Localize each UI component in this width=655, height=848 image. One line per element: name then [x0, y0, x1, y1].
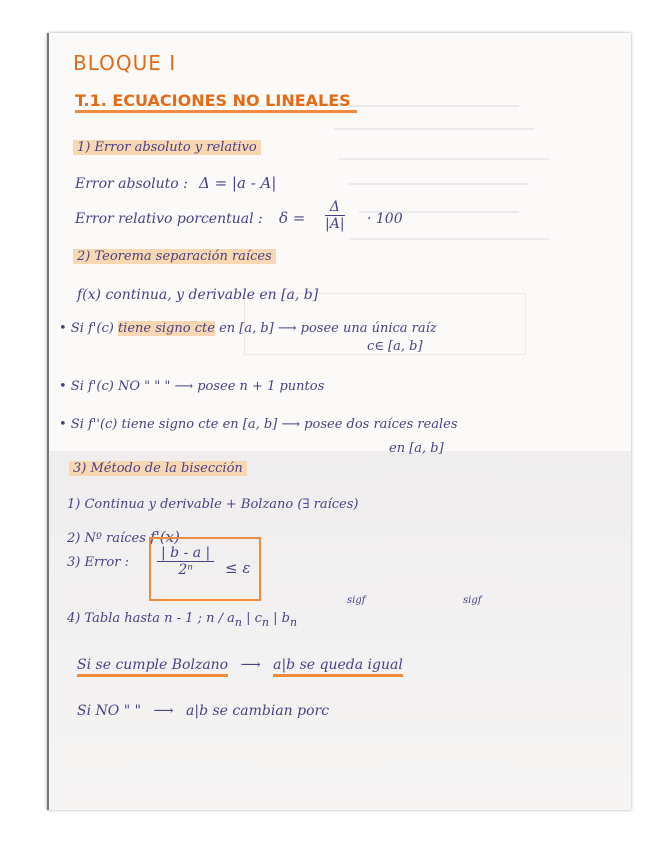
arrow: ⟶ — [240, 657, 261, 673]
step-text: 2) Nº raíces — [67, 531, 146, 546]
bisection-step-1: 1) Continua y derivable + Bolzano (∃ raíces) — [67, 497, 359, 512]
relative-error-multiplier: · 100 — [367, 211, 403, 227]
bisection-step-3-label: 3) Error : — [67, 555, 129, 570]
bleed-through-line — [349, 183, 529, 185]
step-text: | b — [269, 611, 290, 626]
bullet-text: en [a, b] ⟶ posee una única raíz — [219, 321, 437, 336]
subscript: n — [261, 616, 269, 629]
error-bound-inequality: ≤ ε — [225, 559, 251, 577]
bullet-continuation: en [a, b] — [389, 441, 444, 456]
chapter-heading: T.1. ECUACIONES NO LINEALES — [75, 91, 357, 113]
notebook-page — [47, 33, 631, 810]
bleed-through-line — [349, 238, 549, 240]
fraction-denominator: |A| — [325, 216, 345, 232]
section-heading-error: 1) Error absoluto y relativo — [73, 140, 261, 155]
step-text: | c — [241, 611, 262, 626]
derivative-expression: f'(x) — [150, 528, 180, 546]
section-heading-bisection: 3) Método de la bisección — [69, 461, 247, 476]
sign-f-note: sigf — [463, 595, 482, 606]
rule-result: a|b se cambian porc — [186, 703, 330, 719]
error-bound-box — [149, 537, 261, 601]
section-heading-theorem: 2) Teorema separación raíces — [73, 249, 276, 264]
bleed-through-line — [349, 105, 519, 107]
bisection-step-4 — [67, 611, 298, 629]
bullet-n-plus-one-points: • Si f'(c) NO " " " ⟶ posee n + 1 puntos — [59, 379, 325, 394]
subscript: n — [289, 616, 298, 629]
step-text: 4) Tabla hasta n - 1 ; n / a — [67, 611, 235, 626]
fraction-numerator: Δ — [325, 199, 345, 216]
relative-error-symbol: δ = — [279, 209, 306, 227]
subscript: n — [234, 616, 242, 629]
arrow: ⟶ — [153, 703, 174, 719]
highlight-sign-constant: tiene signo cte — [117, 321, 215, 336]
page-title: BLOQUE I — [73, 51, 177, 75]
bleed-through-line — [334, 128, 534, 130]
absolute-error-formula: Δ = |a - A| — [199, 174, 277, 192]
bullet-unique-root — [59, 321, 437, 336]
rule-condition: Si NO " " — [77, 703, 142, 719]
fraction-numerator: | b - a | — [157, 545, 214, 562]
bullet-two-real-roots: • Si f''(c) tiene signo cte en [a, b] ⟶ posee dos raíces reales — [59, 417, 458, 432]
absolute-error-label: Error absoluto : — [75, 176, 188, 192]
relative-error-label: Error relativo porcentual : — [75, 211, 263, 227]
relative-error-fraction — [325, 199, 345, 232]
rule-result: a|b se queda igual — [273, 657, 403, 677]
error-bound-fraction — [157, 545, 214, 578]
sign-f-note: sigf — [347, 595, 366, 606]
continuity-condition: f(x) continua, y derivable en [a, b] — [77, 287, 319, 303]
rule-bolzano-holds — [77, 657, 403, 673]
fraction-denominator: 2ⁿ — [178, 562, 193, 578]
rule-condition: Si se cumple Bolzano — [77, 657, 228, 677]
bullet-prefix: • Si f'(c) — [59, 321, 114, 336]
bleed-through-line — [339, 158, 549, 160]
bullet-continuation: c∈ [a, b] — [367, 339, 423, 354]
rule-bolzano-fails — [77, 703, 329, 719]
